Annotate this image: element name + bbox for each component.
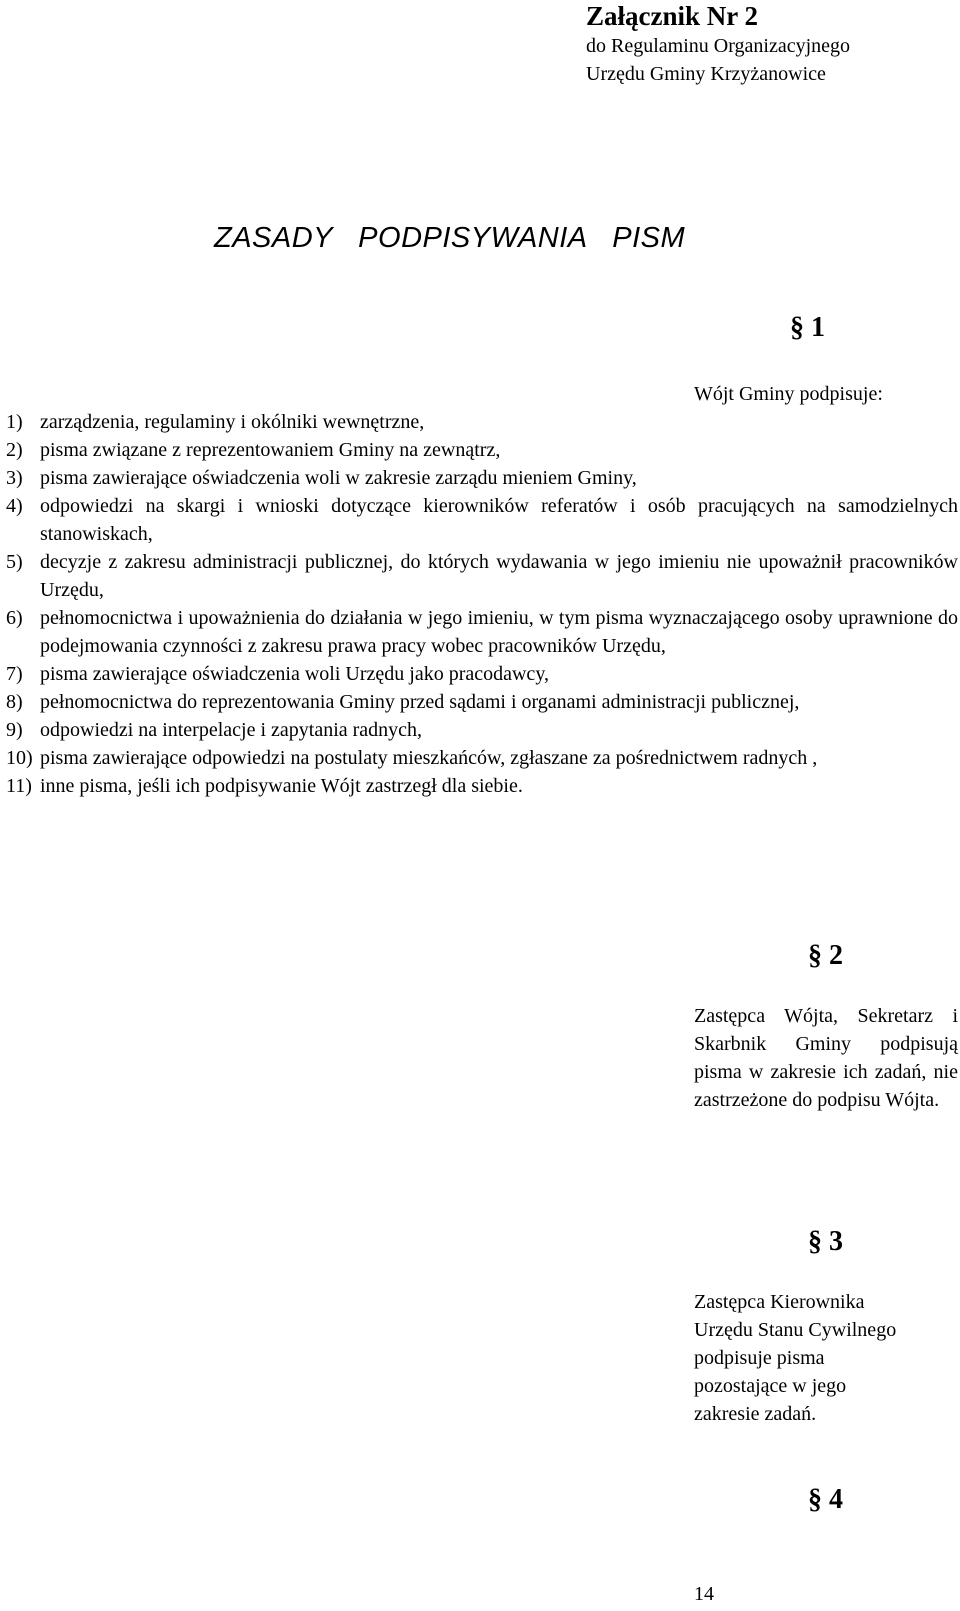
list-item-text: decyzje z zakresu administracji publicznej, do których wydawania w jego imieniu nie upoważnił pracowników Urzędu, [40, 551, 958, 601]
list-item-text: pisma zawierające odpowiedzi na postulaty mieszkańców, zgłaszane za pośrednictwem radnych , [40, 747, 818, 769]
list-item-number: 2) [6, 439, 23, 461]
signing-list [6, 408, 958, 800]
list-item-number: 9) [6, 719, 23, 741]
list-item-number: 4) [6, 495, 23, 517]
section-3-line: podpisuje pisma [694, 1347, 825, 1369]
list-item [6, 772, 958, 800]
list-item-text: inne pisma, jeśli ich podpisywanie Wójt zastrzegł dla siebie. [40, 775, 523, 797]
annex-title: Załącznik Nr 2 [586, 1, 759, 31]
list-item [6, 464, 958, 492]
document-title: ZASADY PODPISYWANIA PISM [214, 222, 686, 254]
list-item-number: 6) [6, 607, 23, 629]
list-item-text: zarządzenia, regulaminy i okólniki wewnętrzne, [40, 411, 425, 433]
list-item-number: 1) [6, 411, 23, 433]
list-item-text: pisma zawierające oświadczenia woli w zakresie zarządu mieniem Gminy, [40, 467, 637, 489]
list-item [6, 604, 958, 660]
page-number: 14 [694, 1583, 714, 1605]
list-item [6, 660, 958, 688]
list-item [6, 548, 958, 604]
list-item-number: 3) [6, 467, 23, 489]
list-item-text: pisma związane z reprezentowaniem Gminy na zewnątrz, [40, 439, 501, 461]
annex-reference-line: do Regulaminu Organizacyjnego [586, 35, 851, 57]
section-2-heading: § 2 [808, 940, 843, 971]
list-item [6, 744, 958, 772]
list-item [6, 408, 958, 436]
list-item-text: pełnomocnictwa do reprezentowania Gminy przed sądami i organami administracji publicznej, [40, 691, 800, 713]
section-4-heading: § 4 [808, 1484, 843, 1515]
section-3-heading: § 3 [808, 1226, 843, 1257]
section-1-intro: Wójt Gminy podpisuje: [694, 383, 883, 405]
annex-office-line: Urzędu Gminy Krzyżanowice [586, 63, 826, 85]
annex-header [586, 0, 946, 88]
list-item-text: pełnomocnictwa i upoważnienia do działania w jego imieniu, w tym pisma wyznaczającego osoby uprawnione do podejmowania czynności z zakresu prawa pracy wobec pracowników Urzędu, [40, 607, 958, 657]
section-3-text [694, 1288, 958, 1428]
section-3-line: Urzędu Stanu Cywilnego [694, 1319, 897, 1341]
section-1-heading: § 1 [790, 312, 825, 343]
list-item [6, 688, 958, 716]
list-item [6, 492, 958, 548]
section-3-line: Zastępca Kierownika [694, 1291, 865, 1313]
list-item-number: 7) [6, 663, 23, 685]
list-item-text: odpowiedzi na skargi i wnioski dotyczące kierowników referatów i osób pracujących na samodzielnych stanowiskach, [40, 495, 958, 545]
list-item-text: odpowiedzi na interpelacje i zapytania radnych, [40, 719, 423, 741]
list-item-number: 11) [6, 775, 32, 797]
list-item-text: pisma zawierające oświadczenia woli Urzędu jako pracodawcy, [40, 663, 550, 685]
list-item-number: 5) [6, 551, 23, 573]
list-item [6, 436, 958, 464]
list-item [6, 716, 958, 744]
section-3-line: pozostające w jego [694, 1375, 847, 1397]
section-3-line: zakresie zadań. [694, 1403, 817, 1425]
section-2-text: Zastępca Wójta, Sekretarz i Skarbnik Gminy podpisują pisma w zakresie ich zadań, nie zastrzeżone do podpisu Wójta. [694, 1005, 958, 1111]
list-item-number: 10) [6, 747, 33, 769]
list-item-number: 8) [6, 691, 23, 713]
